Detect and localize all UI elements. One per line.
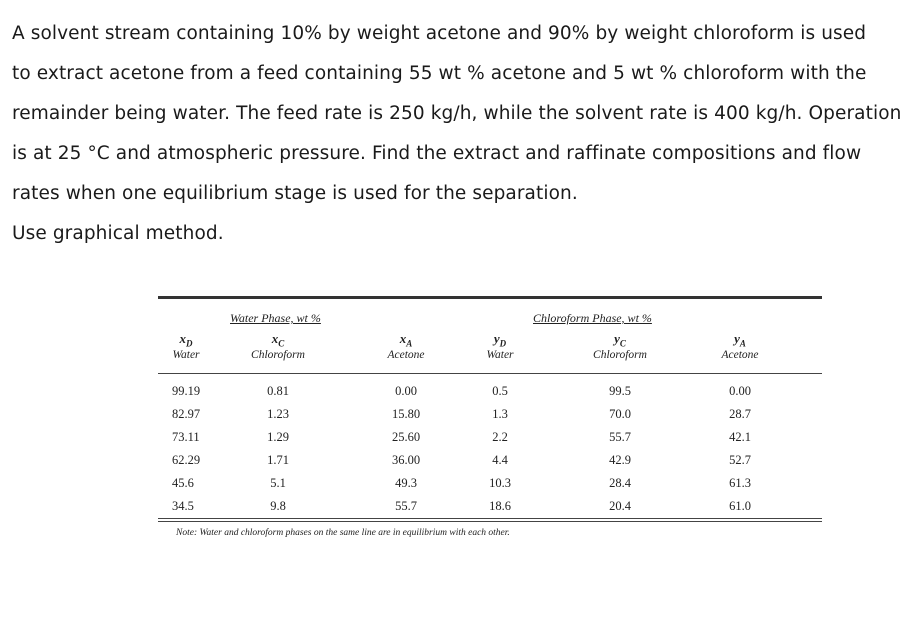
- problem-line: A solvent stream containing 10% by weight acetone and 90% by weight chloroform is used: [12, 23, 867, 44]
- table-cell: 9.8: [270, 499, 286, 513]
- chloroform-phase-title: Chloroform Phase, wt %: [533, 311, 652, 325]
- problem-line: rates when one equilibrium stage is used for the separation.: [12, 183, 578, 204]
- table-cell: 99.19: [172, 384, 201, 398]
- symbol-cell: $y_D$: [493, 331, 507, 349]
- table-cell: 70.0: [609, 407, 631, 421]
- table-cell: 1.71: [267, 453, 289, 467]
- table-cell: 55.7: [609, 430, 631, 444]
- table-row: [158, 426, 822, 449]
- header-cell: Water: [172, 349, 200, 361]
- table-cell: 15.80: [391, 407, 421, 421]
- table-cell: 5.1: [270, 476, 286, 490]
- table-cell: 1.23: [267, 407, 289, 421]
- table-cell: 25.60: [391, 430, 421, 444]
- table-cell: 10.3: [489, 476, 511, 490]
- table-cell: 73.11: [172, 430, 200, 444]
- table-cell: 20.4: [609, 499, 631, 513]
- table-cell: 4.4: [492, 453, 508, 467]
- table-row: [158, 449, 822, 472]
- table-row: [158, 495, 822, 518]
- table-cell: 2.2: [492, 430, 508, 444]
- table-cell: 18.6: [489, 499, 511, 513]
- symbol-cell: $y_A$: [734, 331, 746, 349]
- table-cell: 55.7: [395, 499, 417, 513]
- table-row: [158, 380, 822, 403]
- equilibrium-table: [158, 296, 822, 538]
- header-cell: Water: [486, 349, 514, 361]
- problem-line: remainder being water. The feed rate is 250 kg/h, while the solvent rate is 400 kg/h. Operation: [12, 103, 902, 124]
- table-cell: 34.5: [172, 499, 194, 513]
- table-cell: 0.00: [395, 384, 417, 398]
- table-cell: 45.6: [172, 476, 194, 490]
- symbol-cell: $y_C$: [614, 331, 626, 349]
- bottom-rule-double: [158, 521, 822, 522]
- table-cell: 1.3: [492, 407, 508, 421]
- table-cell: 52.7: [729, 453, 751, 467]
- header-row: [158, 347, 822, 373]
- table-cell: 42.9: [609, 453, 631, 467]
- header-cell: Acetone: [387, 349, 425, 361]
- table-row: [158, 472, 822, 495]
- problem-line: to extract acetone from a feed containing 55 wt % acetone and 5 wt % chloroform with the: [12, 63, 867, 84]
- header-cell: Acetone: [721, 349, 759, 361]
- table-row: [158, 403, 822, 426]
- header-cell: Chloroform: [593, 349, 647, 361]
- phase-title-row: [158, 299, 822, 329]
- table-cell: 82.97: [172, 407, 201, 421]
- symbol-row: [158, 329, 822, 347]
- water-phase-title: Water Phase, wt %: [230, 311, 321, 325]
- problem-line: Use graphical method.: [12, 223, 224, 244]
- table-cell: 62.29: [172, 453, 201, 467]
- table-cell: 1.29: [267, 430, 289, 444]
- table-cell: 49.3: [395, 476, 417, 490]
- header-cell: Chloroform: [251, 349, 305, 361]
- table-cell: 99.5: [609, 384, 631, 398]
- problem-statement: [12, 14, 912, 254]
- table-cell: 42.1: [729, 430, 751, 444]
- symbol-cell: $x_D$: [179, 331, 193, 349]
- table-cell: 28.7: [729, 407, 751, 421]
- table-cell: 36.00: [391, 453, 421, 467]
- symbol-cell: $x_C$: [271, 331, 285, 349]
- problem-line: is at 25 °C and atmospheric pressure. Find the extract and raffinate compositions and flow: [12, 143, 862, 164]
- table-cell: 0.00: [729, 384, 751, 398]
- table-cell: 0.5: [492, 384, 508, 398]
- table-cell: 61.3: [729, 476, 751, 490]
- table-cell: 61.0: [729, 499, 751, 513]
- table-body: [158, 374, 822, 518]
- table-cell: 28.4: [609, 476, 631, 490]
- symbol-cell: $x_A$: [399, 331, 413, 349]
- table-note: Note: Water and chloroform phases on the same line are in equilibrium with each other.: [176, 528, 510, 538]
- table-cell: 0.81: [267, 384, 289, 398]
